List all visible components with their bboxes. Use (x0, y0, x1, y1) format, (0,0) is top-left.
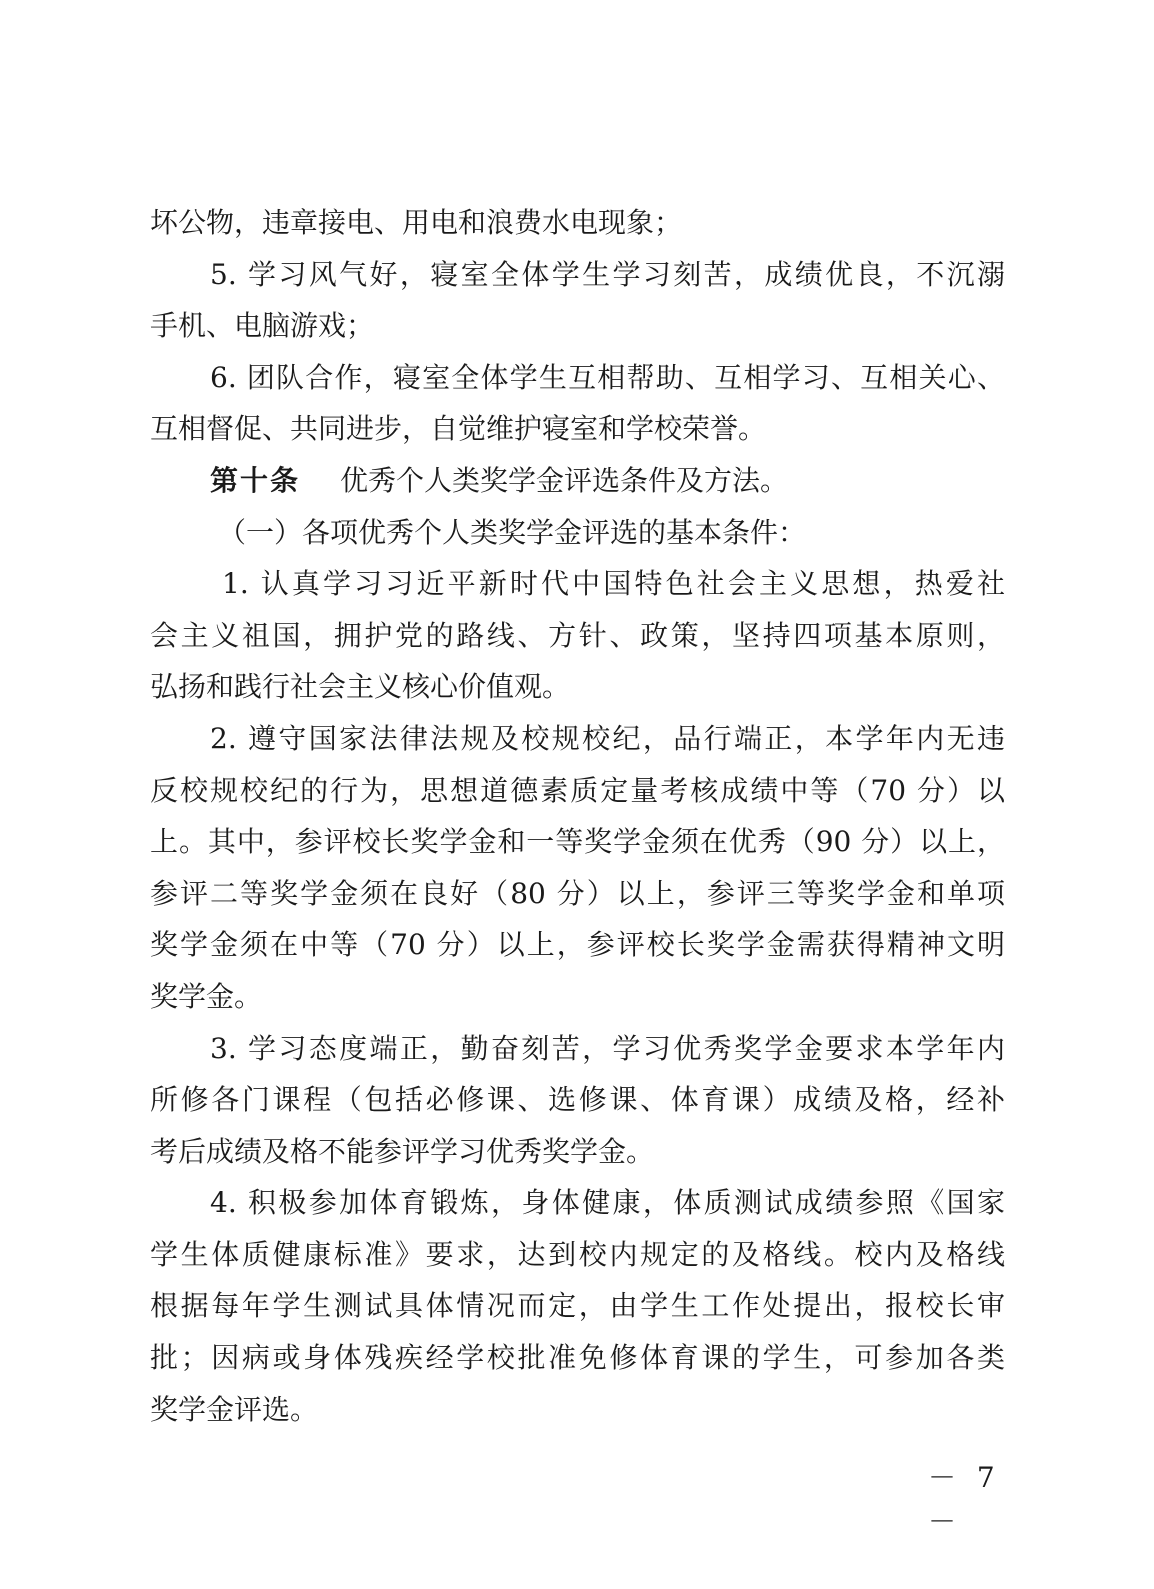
paragraph-continuation (150, 197, 1005, 455)
text-line: 上。其中，参评校长奖学金和一等奖学金须在优秀（90 分）以上， (150, 825, 1005, 859)
text-line: 3. 学习态度端正，勤奋刻苦，学习优秀奖学金要求本学年内 (210, 1031, 1005, 1065)
document-body (150, 197, 1005, 1435)
article-title: 优秀个人类奖学金评选条件及方法。 (340, 463, 789, 497)
condition-paragraphs (150, 558, 1005, 1435)
page-number: － 7 － (928, 1461, 1001, 1538)
text-line: 奖学金须在中等（70 分）以上，参评校长奖学金需获得精神文明 (150, 928, 1005, 962)
text-line: 批；因病或身体残疾经学校批准免修体育课的学生，可参加各类 (150, 1341, 1005, 1375)
text-line: 4. 积极参加体育锻炼，身体健康，体质测试成绩参照《国家 (210, 1186, 1005, 1220)
condition-paragraph (150, 1023, 1005, 1178)
condition-paragraph (150, 558, 1005, 713)
text-line: 奖学金评选。 (150, 1392, 319, 1426)
condition-paragraph (150, 713, 1005, 1023)
article-label: 第十条 (210, 463, 301, 497)
text-line: 学生体质健康标准》要求，达到校内规定的及格线。校内及格线 (150, 1237, 1005, 1271)
text-line: 弘扬和践行社会主义核心价值观。 (150, 670, 571, 704)
text-line: 参评二等奖学金须在良好（80 分）以上，参评三等奖学金和单项 (150, 876, 1005, 910)
text-line: 1. 认真学习习近平新时代中国特色社会主义思想，热爱社 (222, 567, 1005, 601)
text-line: 奖学金。 (150, 979, 263, 1013)
condition-paragraph (150, 1177, 1005, 1435)
text-line: 反校规校纪的行为，思想道德素质定量考核成绩中等（70 分）以 (150, 773, 1005, 807)
text-line: 互相督促、共同进步，自觉维护寝室和学校荣誉。 (150, 412, 767, 446)
text-line: 2. 遵守国家法律法规及校规校纪，品行端正，本学年内无违 (210, 721, 1005, 755)
text-line: 6. 团队合作，寝室全体学生互相帮助、互相学习、互相关心、 (210, 360, 1005, 394)
section-heading (150, 507, 1005, 559)
section-heading-text: （一）各项优秀个人类奖学金评选的基本条件： (218, 515, 807, 549)
text-line: 坏公物，违章接电、用电和浪费水电现象； (150, 206, 683, 239)
text-line: 会主义祖国，拥护党的路线、方针、政策，坚持四项基本原则， (150, 618, 1005, 652)
text-line: 根据每年学生测试具体情况而定，由学生工作处提出，报校长审 (150, 1289, 1005, 1323)
text-line: 所修各门课程（包括必修课、选修课、体育课）成绩及格，经补 (150, 1083, 1005, 1117)
text-line: 考后成绩及格不能参评学习优秀奖学金。 (150, 1134, 655, 1168)
text-line: 手机、电脑游戏； (150, 309, 375, 343)
text-line: 5. 学习风气好，寝室全体学生学习刻苦，成绩优良，不沉溺 (210, 257, 1005, 291)
article-heading (150, 455, 1005, 507)
